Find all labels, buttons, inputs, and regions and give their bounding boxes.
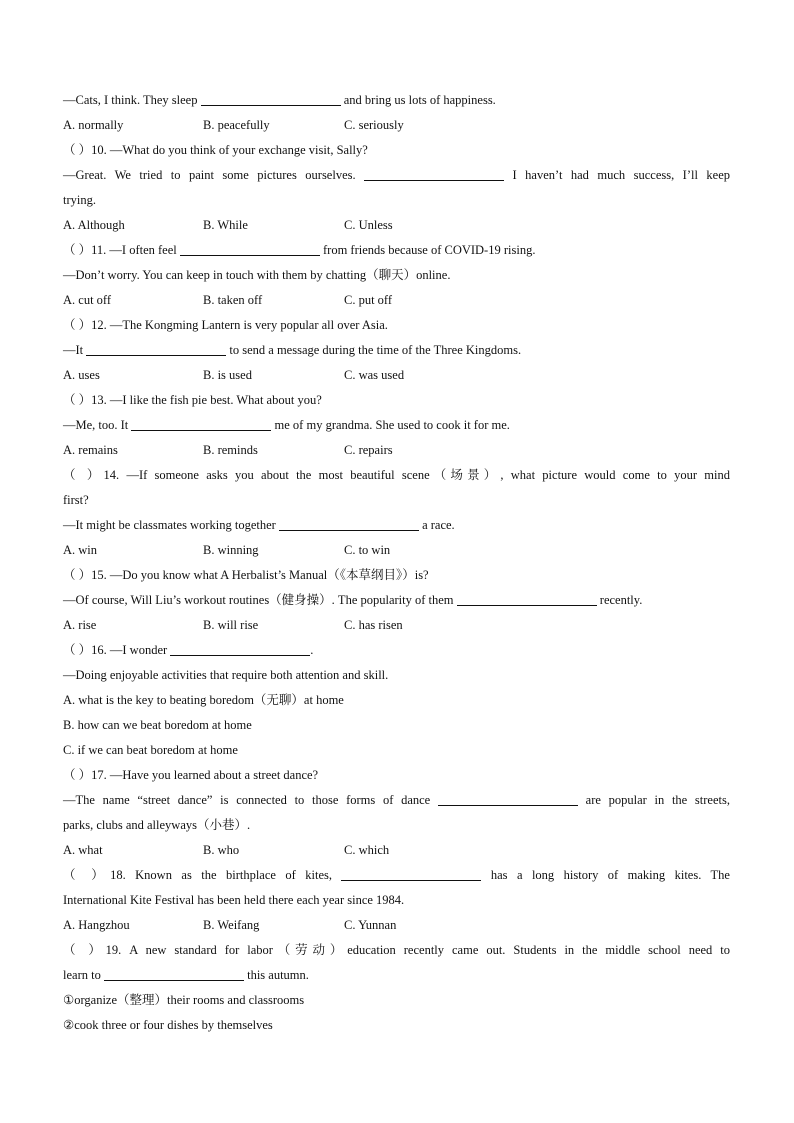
q16-answer: —Doing enjoyable activities that require both attention and skill. — [63, 668, 389, 682]
option-c[interactable]: C. Unless — [344, 218, 393, 232]
answer-blank[interactable] — [170, 641, 310, 656]
text: —Of course, Will Liu’s workout routines（健身操）. The popularity of them — [63, 593, 457, 607]
text: to send a message during the time of the Three Kingdoms. — [226, 343, 522, 357]
q15-options — [63, 613, 730, 638]
text: and bring us lots of happiness. — [340, 93, 496, 107]
text: （ ）11. —I often feel — [63, 243, 180, 257]
q11-answer: —Don’t worry. You can keep in touch with them by chatting（聊天）online. — [63, 268, 451, 282]
q9-options — [63, 113, 730, 138]
q13-question: （ ）13. —I like the fish pie best. What about you? — [63, 393, 322, 407]
option-a[interactable]: A. Hangzhou — [63, 918, 130, 932]
option-b[interactable]: B. will rise — [203, 618, 259, 632]
option-b[interactable]: B. who — [203, 843, 240, 857]
option-c[interactable]: C. repairs — [344, 443, 393, 457]
q14-question-cont: first? — [63, 493, 89, 507]
q12-options — [63, 363, 730, 388]
option-b[interactable]: B. taken off — [203, 293, 263, 307]
option-b[interactable]: B. is used — [203, 368, 252, 382]
text: —It might be classmates working together — [63, 518, 279, 532]
q18-question-cont: International Kite Festival has been held there each year since 1984. — [63, 893, 405, 907]
answer-blank[interactable] — [131, 416, 271, 431]
text: from friends because of COVID-19 rising. — [319, 243, 536, 257]
q13-options — [63, 438, 730, 463]
option-b[interactable]: B. Weifang — [203, 918, 260, 932]
text: I haven’t had much success, I’ll keep — [504, 168, 730, 182]
option-c[interactable]: C. put off — [344, 293, 393, 307]
option-a[interactable]: A. uses — [63, 368, 100, 382]
q12-answer — [63, 338, 730, 363]
text: recently. — [596, 593, 643, 607]
text: a race. — [418, 518, 455, 532]
q17-answer-cont: parks, clubs and alleyways（小巷）. — [63, 818, 251, 832]
q10-answer-cont: trying. — [63, 193, 96, 207]
option-a[interactable]: A. win — [63, 543, 98, 557]
q17-options — [63, 838, 730, 863]
option-c[interactable]: C. has risen — [344, 618, 403, 632]
text: me of my grandma. She used to cook it for me. — [271, 418, 510, 432]
q16-option-b[interactable]: B. how can we beat boredom at home — [63, 718, 252, 732]
q14-question: （ ）14. —If someone asks you about the most beautiful scene（场景）, what picture would come to your mind — [63, 468, 730, 482]
answer-blank[interactable] — [279, 516, 419, 531]
text: —Me, too. It — [63, 418, 132, 432]
q16-option-a[interactable]: A. what is the key to beating boredom（无聊）at home — [63, 693, 344, 707]
q15-answer — [63, 588, 730, 613]
q9-answer-line — [63, 88, 730, 113]
q13-answer — [63, 413, 730, 438]
text: —The name “street dance” is connected to those forms of dance — [63, 793, 438, 807]
worksheet-page — [63, 88, 730, 1038]
q19-question-cont — [63, 963, 730, 988]
option-a[interactable]: A. what — [63, 843, 103, 857]
text: （ ）18. Known as the birthplace of kites, — [63, 868, 342, 882]
option-c[interactable]: C. to win — [344, 543, 391, 557]
text: learn to — [63, 968, 104, 982]
q11-options — [63, 288, 730, 313]
option-a[interactable]: A. cut off — [63, 293, 112, 307]
option-c[interactable]: C. which — [344, 843, 390, 857]
q16-question — [63, 638, 730, 663]
answer-blank[interactable] — [341, 866, 481, 881]
q10-question: （ ）10. —What do you think of your exchange visit, Sally? — [63, 143, 368, 157]
q14-options — [63, 538, 730, 563]
q18-question — [63, 863, 730, 888]
q17-answer-line — [63, 788, 730, 813]
text: are popular in the streets, — [577, 793, 730, 807]
answer-blank[interactable] — [201, 91, 341, 106]
option-b[interactable]: B. While — [203, 218, 248, 232]
option-b[interactable]: B. reminds — [203, 443, 258, 457]
text: this autumn. — [243, 968, 309, 982]
option-a[interactable]: A. remains — [63, 443, 118, 457]
option-c[interactable]: C. was used — [344, 368, 405, 382]
answer-blank[interactable] — [180, 241, 320, 256]
text: （ ）16. —I wonder — [63, 643, 171, 657]
q19-item-1: ①organize（整理）their rooms and classrooms — [63, 993, 305, 1007]
q10-options — [63, 213, 730, 238]
answer-blank[interactable] — [86, 341, 226, 356]
text: —Great. We tried to paint some pictures ourselves. — [63, 168, 365, 182]
q18-options — [63, 913, 730, 938]
option-a[interactable]: A. normally — [63, 118, 124, 132]
option-b[interactable]: B. winning — [203, 543, 259, 557]
option-a[interactable]: A. Although — [63, 218, 125, 232]
q11-question — [63, 238, 730, 263]
text: —It — [63, 343, 87, 357]
option-a[interactable]: A. rise — [63, 618, 97, 632]
q17-question: （ ）17. —Have you learned about a street dance? — [63, 768, 319, 782]
q15-question: （ ）15. —Do you know what A Herbalist’s Manual（《本草纲目》）is? — [63, 568, 429, 582]
text: . — [310, 643, 314, 657]
option-c[interactable]: C. Yunnan — [344, 918, 397, 932]
q14-answer — [63, 513, 730, 538]
option-b[interactable]: B. peacefully — [203, 118, 270, 132]
answer-blank[interactable] — [104, 966, 244, 981]
q16-option-c[interactable]: C. if we can beat boredom at home — [63, 743, 238, 757]
answer-blank[interactable] — [457, 591, 597, 606]
answer-blank[interactable] — [438, 791, 578, 806]
text: —Cats, I think. They sleep — [63, 93, 201, 107]
q10-answer-line — [63, 163, 730, 188]
q19-item-2: ②cook three or four dishes by themselves — [63, 1018, 273, 1032]
q12-question: （ ）12. —The Kongming Lantern is very popular all over Asia. — [63, 318, 388, 332]
option-c[interactable]: C. seriously — [344, 118, 404, 132]
text: has a long history of making kites. The — [481, 868, 730, 882]
q19-question: （ ）19. A new standard for labor（劳动）education recently came out. Students in the middle school need to — [63, 943, 730, 957]
answer-blank[interactable] — [364, 166, 504, 181]
